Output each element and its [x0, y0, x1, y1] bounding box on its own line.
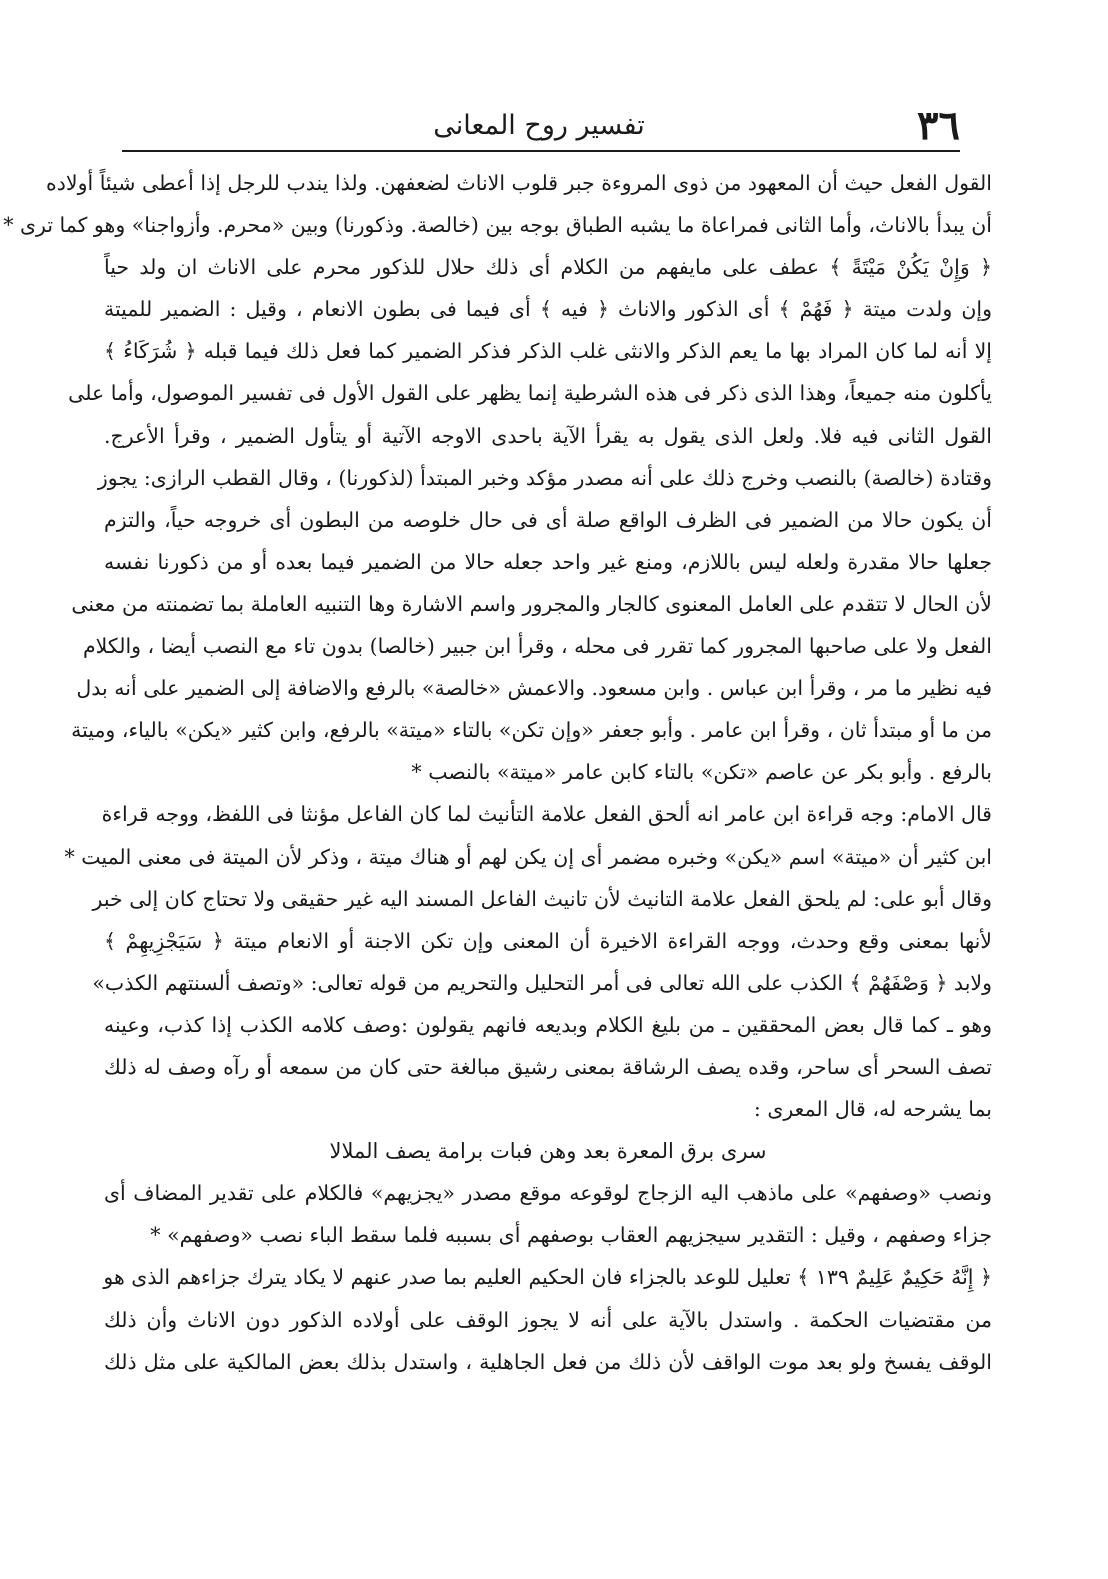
text-line: الفعل ولا على صاحبها المجرور كما تقرر فى محله ، وقرأ ابن جبير (خالصا) بدون تاء مع النصب أيضا ، والكلام	[82, 634, 992, 659]
text-line: ﴿ إِنَّهُ حَكِيمٌ عَلِيمٌ ١٣٩ ﴾ تعليل للوعد بالجزاء فان الحكيم العليم بما صدر عنهم لا يكاد يترك جزاءهم الذى هو	[103, 1265, 992, 1290]
body-text	[3, 162, 992, 1383]
page-number: ٣٦	[917, 102, 960, 149]
text-line: بالرفع . وأبو بكر عن عاصم «تكن» بالتاء كابن عامر «ميتة» بالنصب *	[411, 760, 992, 785]
text-line: أن يبدأ بالاناث، وأما الثانى فمراعاة ما يشبه الطباق بوجه بين (خالصة. وذكورنا) وبين «محرم. وأزواجنا» وهو كما ترى *	[3, 213, 992, 238]
text-line: تصف السحر أى ساحر، وقده يصف الرشاقة بمعنى رشيق مبالغة حتى كان من سمعه أو رآه وصف له ذلك	[104, 1054, 992, 1079]
text-line: لأنها بمعنى وقع وحدث، ووجه القراءة الاخيرة أن المعنى وإن تكن الاجنة أو الانعام ميتة ﴿ سَيَجْزِيهِمْ ﴾	[104, 928, 992, 953]
text-line: وقتادة (خالصة) بالنصب وخرج ذلك على أنه مصدر مؤكد وخبر المبتدأ (لذكورنا) ، وقال القطب الرازى: يجوز	[97, 465, 992, 490]
text-line: ونصب «وصفهم» على ماذهب اليه الزجاج لوقوعه موقع مصدر «يجزيهم» فالكلام على تقدير المضاف أى	[104, 1181, 992, 1206]
header-rule	[122, 150, 960, 152]
text-line: القول الفعل حيث أن المعهود من ذوى المروءة جبر قلوب الاناث لضعفهن. ولذا يندب للرجل إذا أعطى شيئاً أولاده	[46, 171, 992, 195]
text-line: وقال أبو على: لم يلحق الفعل علامة التانيث لأن تانيث الفاعل المسند اليه غير حقيقى ولا تحتاج كان إلى خبر	[92, 886, 992, 911]
running-title: تفسير روح المعانى	[433, 110, 645, 141]
text-line: يأكلون منه جميعاً، وهذا الذى ذكر فى هذه الشرطية إنما يظهر على القول الأول فى تفسير الموصول، وأما على	[68, 381, 992, 406]
text-line: القول الثانى فيه فلا. ولعل الذى يقول به يقرأ الآية باحدى الاوجه الآتية أو يتأول الضمير ، وقرأ الأعرج.	[104, 423, 992, 448]
text-line: إلا أنه لما كان المراد بها ما يعم الذكر والانثى غلب الذكر فذكر الضمير كما فعل ذلك فيما قبله ﴿ شُرَكَاءُ ﴾	[104, 339, 992, 364]
text-line: جعلها حالا مقدرة ولعله ليس باللازم، ومنع غير واحد جعله حالا من الضمير فيما بعده أو من ذكورنا نفسه	[104, 549, 992, 574]
text-line: قال الامام: وجه قراءة ابن عامر انه ألحق الفعل علامة التأنيث لما كان الفاعل مؤنثا فى اللفظ، ووجه قراءة	[101, 802, 992, 827]
text-line: من مقتضيات الحكمة . واستدل بالآية على أنه لا يجوز الوقف على أولاده الذكور دون الاناث وأن ذلك	[104, 1307, 992, 1332]
text-line: وهو ـ كما قال بعض المحققين ـ من بليغ الكلام وبديعه فانهم يقولون :وصف كلامه الكذب إذا كذب، وعينه	[104, 1012, 992, 1037]
text-line: ابن كثير أن «ميتة» اسم «يكن» وخبره مضمر أى إن يكن لهم أو هناك ميتة ، وذكر لأن الميتة فى معنى الميت *	[64, 844, 992, 869]
poetry-verse: سرى برق المعرة بعد وهن فبات برامة يصف الملالا	[329, 1139, 767, 1164]
text-line: من ما أو مبتدأ ثان ، وقرأ ابن عامر . وأبو جعفر «وإن تكن» بالتاء «ميتة» بالرفع، وابن كثير «يكن» بالياء، وميتة	[71, 718, 992, 743]
text-line: وإن ولدت ميتة ﴿ فَهُمْ ﴾ أى الذكور والاناث ﴿ فيه ﴾ أى فيما فى بطون الانعام ، وقيل : الضمير للميتة	[104, 297, 992, 322]
text-line: ولابد ﴿ وَصْفَهُمْ ﴾ الكذب على الله تعالى فى أمر التحليل والتحريم من قوله تعالى: «وتصف ألسنتهم الكذب»	[92, 970, 992, 995]
text-line: فيه نظير ما مر ، وقرأ ابن عباس . وابن مسعود. والاعمش «خالصة» بالرفع والاضافة إلى الضمير على أنه بدل	[76, 676, 992, 701]
text-line: ﴿ وَإِنْ يَكُنْ مَيْتَةً ﴾ عطف على مايفهم من الكلام أى ذلك حلال للذكور محرم على الاناث ان ولد حياً	[104, 255, 992, 280]
page-header	[118, 100, 960, 152]
text-line: الوقف يفسخ ولو بعد موت الواقف لأن ذلك من فعل الجاهلية ، واستدل بذلك بعض المالكية على مثل ذلك	[104, 1349, 992, 1374]
text-line: لأن الحال لا تتقدم على العامل المعنوى كالجار والمجرور واسم الاشارة وها التنبيه العاملة بما تضمنته من معنى	[71, 591, 992, 616]
text-line: بما يشرحه له، قال المعرى :	[753, 1097, 992, 1122]
text-line: جزاء وصفهم ، وقيل : التقدير سيجزيهم العقاب بوصفهم أى بسببه فلما سقط الباء نصب «وصفهم» *	[150, 1223, 992, 1248]
text-line: أن يكون حالا من الضمير فى الظرف الواقع صلة أى فى حال خلوصه من البطون أى خروجه حياً، والتزم	[104, 507, 992, 532]
